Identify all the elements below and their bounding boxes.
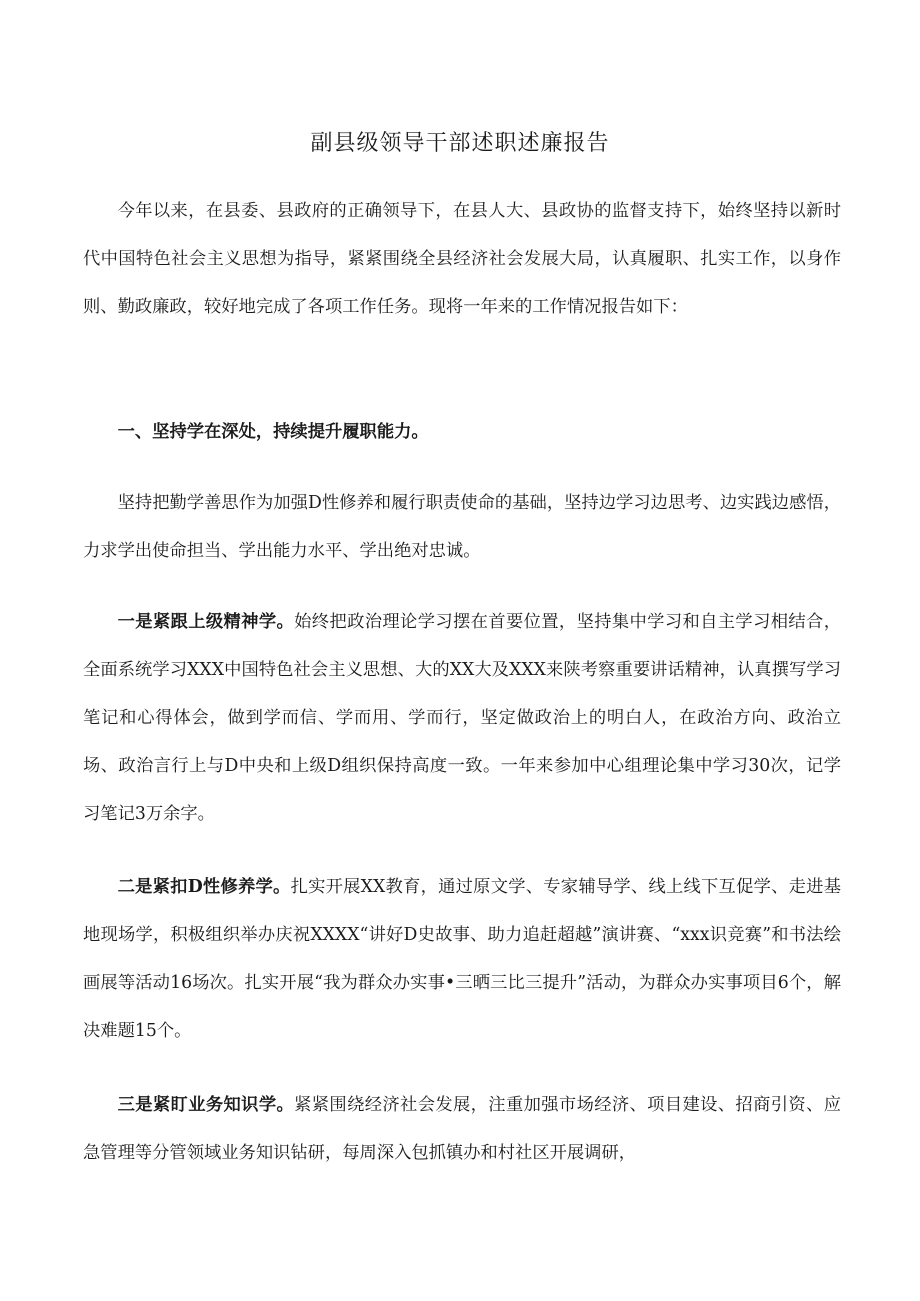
document-title: 副县级领导干部述职述廉报告 bbox=[310, 131, 610, 156]
item-body-2: 扎实开展XX教育，通过原文学、专家辅导学、线上线下互促学、走进基地现场学，积极组织举办庆祝XXXX“讲好D史故事、助力追赶超越”演讲赛、“xxx识竞赛”和书法绘画展等活动16场次。扎实开展“我为群众办实事•三晒三比三提升”活动，为群众办实事项目6个，解决难题15个。 bbox=[83, 877, 841, 1041]
item-lead-3: 三是紧盯业务知识学。 bbox=[117, 1095, 295, 1115]
intro-paragraph: 今年以来，在县委、县政府的正确领导下，在县人大、县政协的监督支持下，始终坚持以新时代中国特色社会主义思想为指导，紧紧围绕全县经济社会发展大局，认真履职、扎实工作，以身作则、勤政廉政，较好地完成了各项工作任务。现将一年来的工作情况报告如下： bbox=[83, 201, 841, 317]
item-paragraph-2 bbox=[83, 863, 841, 1055]
item-body-3: 紧紧围绕经济社会发展，注重加强市场经济、项目建设、招商引资、应急管理等分管领域业务知识钻研，每周深入包抓镇办和村社区开展调研， bbox=[83, 1095, 841, 1163]
section-summary: 坚持把勤学善思作为加强D性修养和履行职责使命的基础，坚持边学习边思考、边实践边感悟，力求学出使命担当、学出能力水平、学出绝对忠诚。 bbox=[83, 493, 841, 561]
item-lead-1: 一是紧跟上级精神学。 bbox=[117, 612, 295, 632]
item-paragraph-3 bbox=[83, 1081, 841, 1177]
item-paragraph-1 bbox=[83, 598, 841, 838]
item-body-1: 始终把政治理论学习摆在首要位置，坚持集中学习和自主学习相结合，全面系统学习XXX中国特色社会主义思想、大的XX大及XXX来陕考察重要讲话精神，认真撰写学习笔记和心得体会，做到学而信、学而用、学而行，坚定做政治上的明白人，在政治方向、政治立场、政治言行上与D中央和上级D组织保持高度一致。一年来参加中心组理论集中学习30次，记学习笔记3万余字。 bbox=[83, 612, 841, 824]
section-heading: 一、坚持学在深处，持续提升履职能力。 bbox=[117, 422, 429, 442]
item-lead-2: 二是紧扣D性修养学。 bbox=[117, 877, 291, 897]
